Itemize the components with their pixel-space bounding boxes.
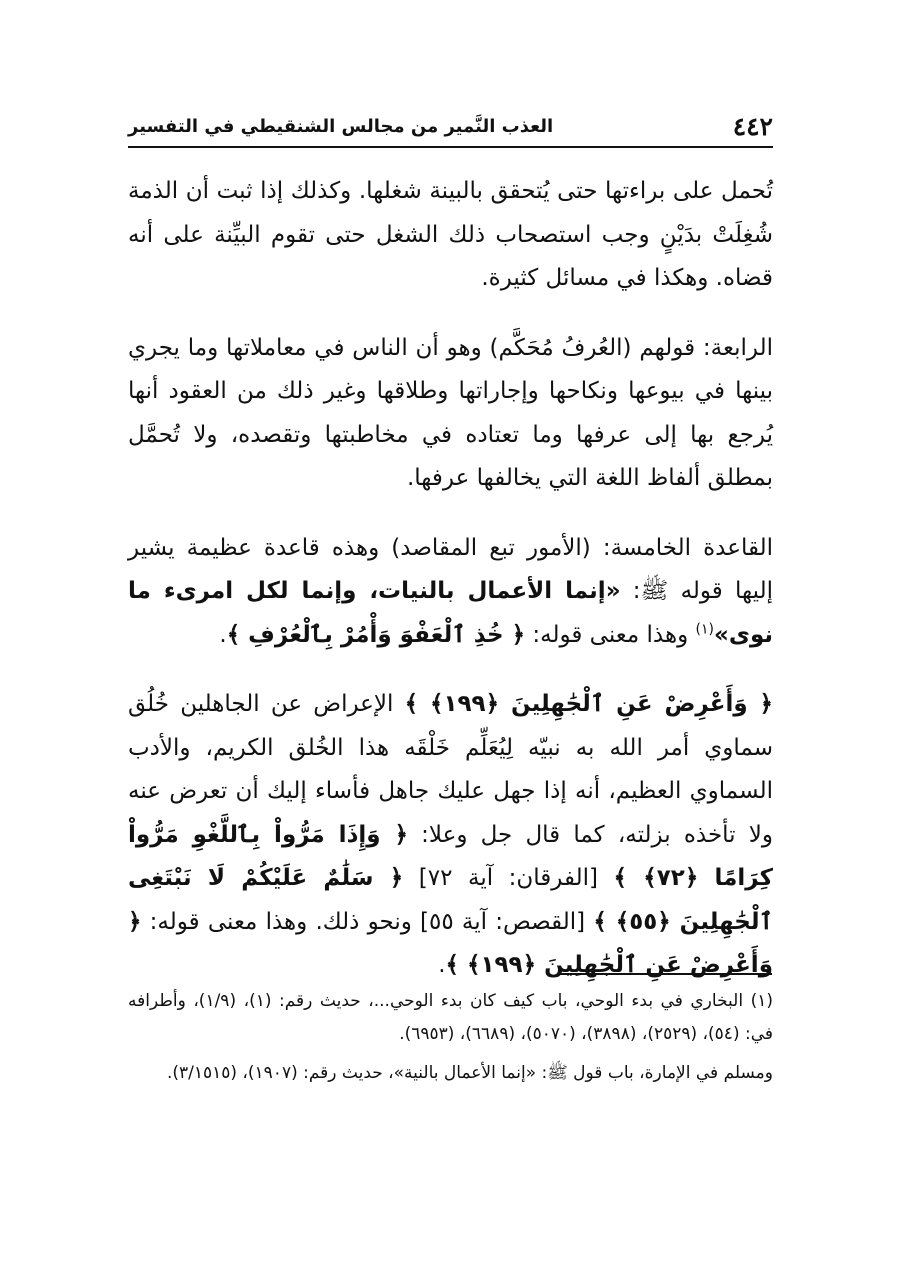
paragraph-3-end: . <box>219 621 227 648</box>
page-number: ٤٤٢ <box>732 112 773 141</box>
quran-verse-aarid: ﴿ وَأَعْرِضْ عَنِ ٱلْجَٰهِلِينَ ﴿١٩٩﴾ ﴾ <box>404 691 773 717</box>
page-body <box>128 170 773 988</box>
paragraph-4 <box>128 683 773 988</box>
quran-verse-aarid-repeat: ﴿ وَأَعْرِضْ عَنِ ٱلْجَٰهِلِينَ ﴿١٩٩﴾ ﴾ <box>128 908 773 978</box>
page-header <box>128 112 773 148</box>
paragraph-3 <box>128 527 773 658</box>
quran-verse-al-afw: ﴿ خُذِ ٱلْعَفْوَ وَأْمُرْ بِٱلْعُرْفِ ﴾ <box>226 621 526 648</box>
quran-verse-salam: ﴿ سَلَٰمٌ عَلَيْكُمْ لَا نَبْتَغِى ٱلْجَٰهِلِينَ ﴿٥٥﴾ ﴾ <box>128 865 773 935</box>
footnote-divider <box>560 973 772 975</box>
footnotes <box>128 985 773 1090</box>
footnote-ref-1: (١) <box>695 620 714 637</box>
running-title: العذب النَّمير من مجالس الشنقيطي في التفسير <box>128 116 554 137</box>
paragraph-1: تُحمل على براءتها حتى يُتحقق بالبينة شغلها. وكذلك إذا ثبت أن الذمة شُغِلَتْ بدَيْنٍ وجب استصحاب ذلك الشغل حتى تقوم البيِّنة على أنه قضاه. وهكذا في مسائل كثيرة. <box>128 178 773 291</box>
footnote-2: ومسلم في الإمارة، باب قول ﷺ: «إنما الأعمال بالنية»، حديث رقم: (١٩٠٧)، (٣/١٥١٥). <box>166 1063 773 1083</box>
citation-furqan: [الفرقان: آية ٧٢] <box>403 865 614 891</box>
footnote-1: (١) البخاري في بدء الوحي، باب كيف كان بدء الوحي...، حديث رقم: (١)، (١/٩)، وأطرافه في: (٥٤)، (٢٥٢٩)، (٣٨٩٨)، (٥٠٧٠)، (٦٦٨٩)، (٦٩٥٣). <box>128 991 773 1044</box>
paragraph-3-text-b: وهذا معنى قوله: <box>525 621 696 648</box>
paragraph-2: الرابعة: قولهم (العُرفُ مُحَكَّم) وهو أن الناس في معاملاتها وما يجري بينها في بيوعها ونكاحها وإجاراتها وطلاقها وغير ذلك من العقود أنها يُرجع بها إلى عرفها وما تعتاده في مخاطبتها وتقصده، ولا تُحمَّل بمطلق ألفاظ اللغة التي يخالفها عرفها. <box>128 334 773 491</box>
paragraph-3-text-a: القاعدة الخامسة: (الأمور تبع المقاصد) وهذه قاعدة عظيمة يشير إليها قوله ﷺ: <box>128 534 773 604</box>
paragraph-4-text-a: الإعراض عن الجاهلين خُلُق سماوي أمر الله به نبيّه لِيُعَلِّم خَلْقَه هذا الخُلق الكريم، والأدب السماوي العظيم، أنه إذا جهل عليك جاهل فأساء إليك أن تعرض عنه ولا تأخذه بزلته، كما قال جل وعلا: <box>128 691 773 848</box>
quran-verse-laghw: ﴿ وَإِذَا مَرُّواْ بِٱللَّغْوِ مَرُّواْ كِرَامًا ﴿٧٢﴾ ﴾ <box>128 821 773 891</box>
hadith-quote: «إنما الأعمال بالنيات، وإنما لكل امرىء ما نوى» <box>128 578 773 648</box>
paragraph-4-end: . <box>438 952 446 978</box>
paragraph-4-text-c: [القصص: آية ٥٥] ونحو ذلك. وهذا معنى قوله: <box>141 908 594 935</box>
